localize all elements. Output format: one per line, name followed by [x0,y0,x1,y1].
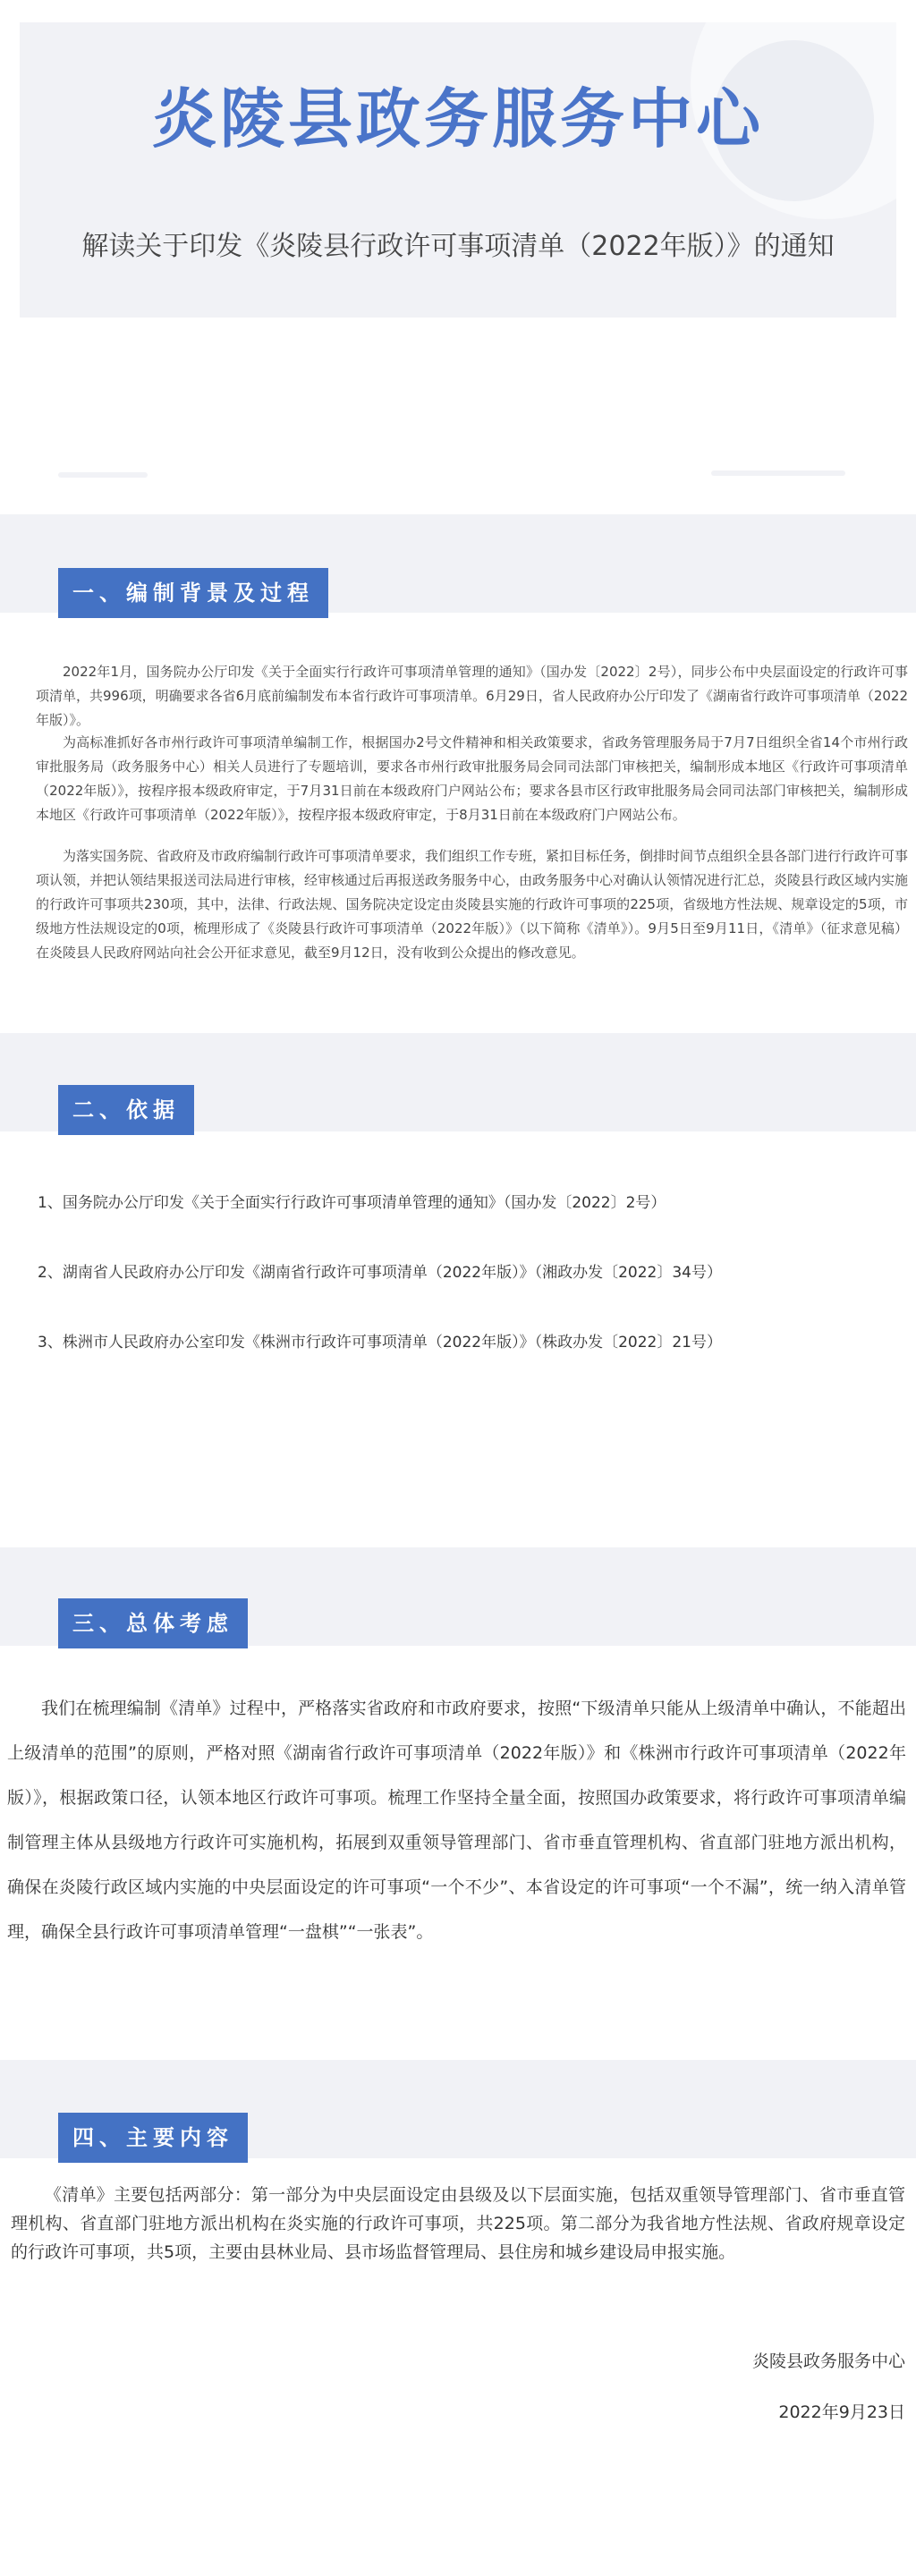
section-heading-background [58,568,328,618]
signature-org: 炎陵县政务服务中心 [751,2351,905,2371]
paragraph: 为高标准抓好各市州行政许可事项清单编制工作，根据国办2号文件精神和相关政策要求，省政务管理服务局于7月7日组织全省14个市州行政审批服务局（政务服务中心）相关人员进行了专题培训，要求各市州行政审批服务局会同司法部门审核把关，编制形成本地区《行政许可事项清单（2022年版）》，按程序报本级政府审定，于7月31日前在本级政府门户网站公布；要求各县市区行政审批服务局会同司法部门审核把关，编制形成本地区《行政许可事项清单（2022年版）》，按程序报本级政府审定，于8月31日前在本级政府门户网站公布。 [36,734,908,823]
paragraph: 《清单》主要包括两部分：第一部分为中央层面设定由县级及以下层面实施，包括双重领导管理部门、省市垂直管理机构、省直部门驻地方派出机构在炎实施的行政许可事项，共225项。第二部分为我省地方性法规、省政府规章设定的行政许可事项，共5项，主要由县林业局、县市场监督管理局、县住房和城乡建设局申报实施。 [11,2185,905,2262]
section-heading-background [58,1085,194,1135]
signature-date: 2022年9月23日 [778,2402,905,2422]
paragraph: 2022年1月，国务院办公厅印发《关于全面实行行政许可事项清单管理的通知》（国办发〔2022〕2号），同步公布中央层面设定的行政许可事项清单，共996项，明确要求各省6月底前编制发布本省行政许可事项清单。6月29日，省人民政府办公厅印发了《湖南省行政许可事项清单（2022年版）》。 [36,664,908,728]
list-item: 2、湖南省人民政府办公厅印发《湖南省行政许可事项清单（2022年版）》（湘政办发〔2022〕34号） [38,1264,722,1282]
section-heading-background [58,1598,248,1648]
section-heading-background [58,2113,248,2163]
paragraph: 我们在梳理编制《清单》过程中，严格落实省政府和市政府要求，按照“下级清单只能从上级清单中确认，不能超出上级清单的范围”的原则，严格对照《湖南省行政许可事项清单（2022年版）》和《株洲市行政许可事项清单（2022年版）》，根据政策口径，认领本地区行政许可事项。梳理工作坚持全量全面，按照国办政策要求，将行政许可事项清单编制管理主体从县级地方行政许可实施机构，拓展到双重领导管理部门、省市垂直管理机构、省直部门驻地方派出机构，确保在炎陵行政区域内实施的中央层面设定的许可事项“一个不少”、本省设定的许可事项“一个不漏”，统一纳入清单管理，确保全县行政许可事项清单管理“一盘棋”“一张表”。 [7,1699,906,1942]
section-heading: 三、总体考虑 [72,1611,233,1636]
page-title: 炎陵县政务服务中心 [151,81,764,157]
paragraph: 为落实国务院、省政府及市政府编制行政许可事项清单要求，我们组织工作专班，紧扣目标任务，倒排时间节点组织全县各部门进行行政许可事项认领，并把认领结果报送司法局进行审核，经审核通过后再报送政务服务中心，由政务服务中心对确认认领情况进行汇总，炎陵县行政区域内实施的行政许可事项共230项，其中，法律、行政法规、国务院决定设定由炎陵县实施的行政许可事项的225项，省级地方性法规、规章设定的5项，市级地方性法规设定的0项，梳理形成了《炎陵县行政许可事项清单（2022年版）》（以下简称《清单》）。9月5日至9月11日，《清单》（征求意见稿）在炎陵县人民政府网站向社会公开征求意见，截至9月12日，没有收到公众提出的修改意见。 [36,848,909,961]
decorative-divider [58,472,148,478]
list-item: 1、国务院办公厅印发《关于全面实行行政许可事项清单管理的通知》（国办发〔2022〕2号） [38,1194,666,1212]
section-heading: 二、依据 [72,1097,180,1123]
section-heading: 一、编制背景及过程 [72,580,314,606]
list-item: 3、株洲市人民政府办公室印发《株洲市行政许可事项清单（2022年版）》（株政办发〔2022〕21号） [38,1334,722,1352]
section-heading: 四、主要内容 [72,2125,233,2150]
decorative-divider [711,470,845,476]
page-subtitle: 解读关于印发《炎陵县行政许可事项清单（2022年版）》的通知 [81,231,835,262]
